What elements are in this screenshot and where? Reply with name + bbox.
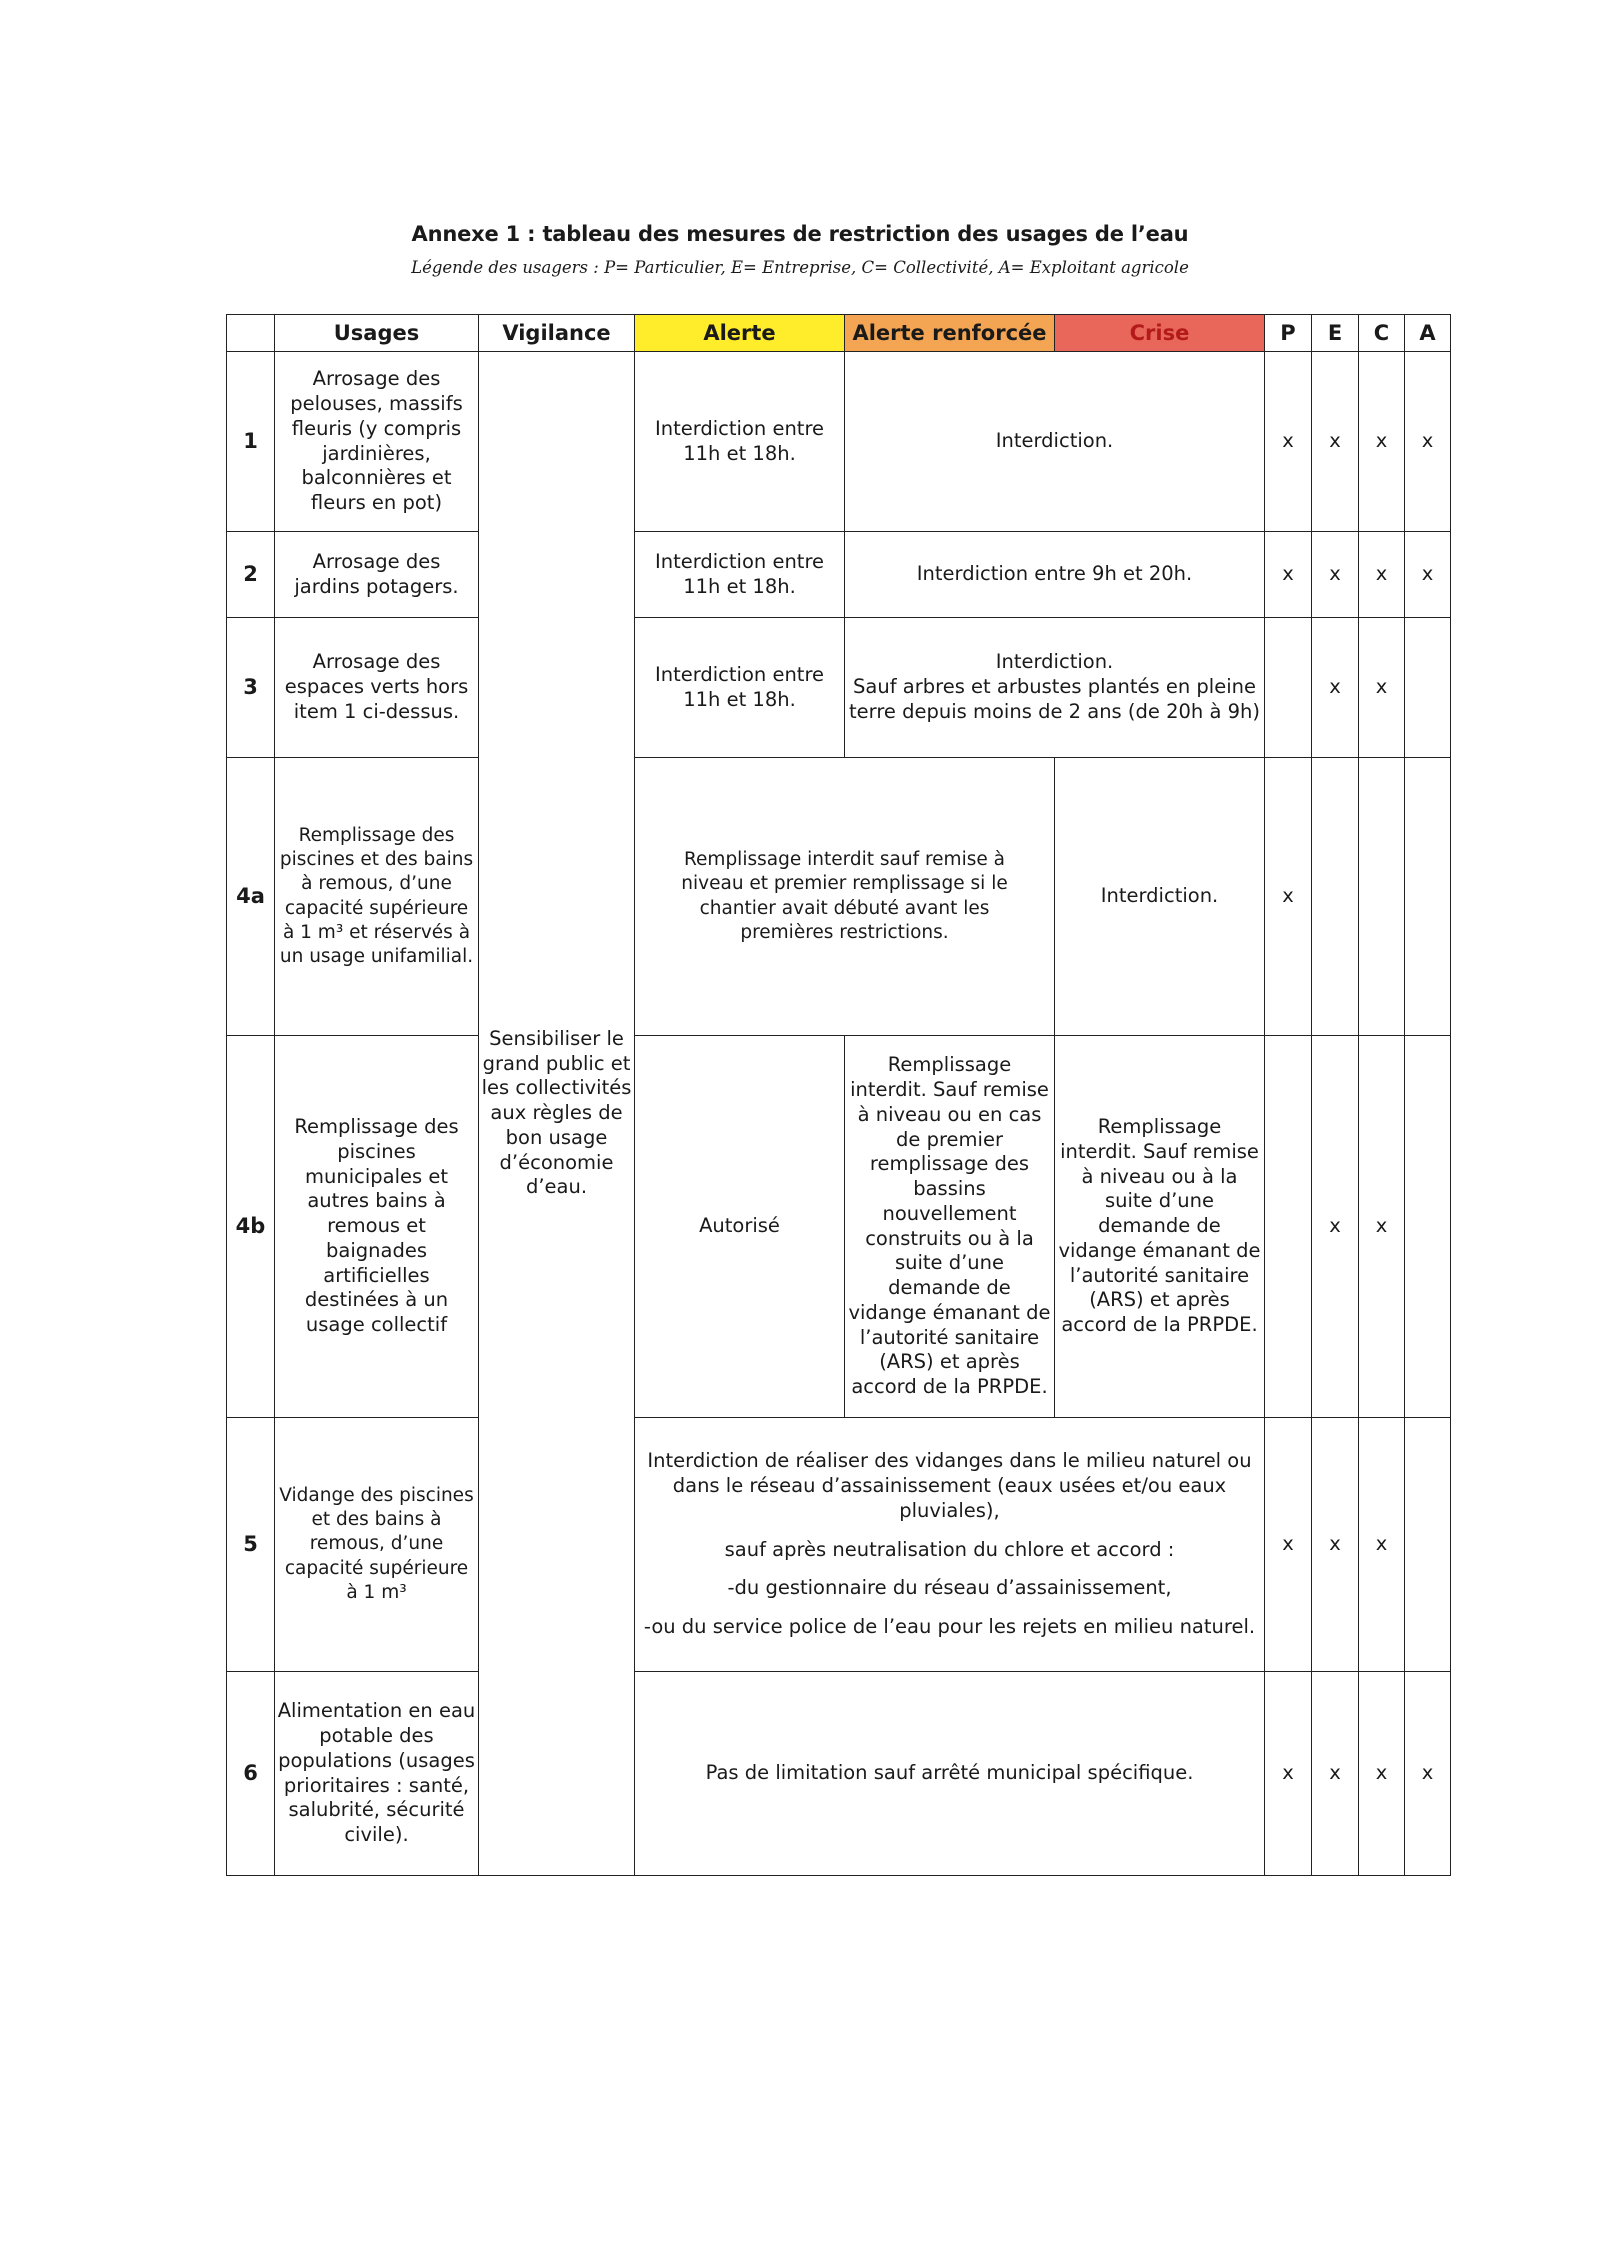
header-vigilance: Vigilance — [479, 315, 635, 352]
usage-cell: Remplissage des piscines municipales et autres bains à remous et baignades artificielles destinées à un usage collectif — [275, 1036, 479, 1418]
header-p: P — [1265, 315, 1312, 352]
table-row — [227, 532, 1451, 618]
mark-a — [1405, 758, 1451, 1036]
mark-c: x — [1359, 352, 1405, 532]
mark-c: x — [1359, 1672, 1405, 1876]
table-row — [227, 1418, 1451, 1672]
table-row — [227, 1672, 1451, 1876]
mark-a: x — [1405, 1672, 1451, 1876]
restriction-cell: Pas de limitation sauf arrêté municipal spécifique. — [635, 1672, 1265, 1876]
table-row — [227, 758, 1451, 1036]
usage-cell: Arrosage des espaces verts hors item 1 ci-dessus. — [275, 618, 479, 758]
mark-c: x — [1359, 532, 1405, 618]
mark-p — [1265, 618, 1312, 758]
mark-e: x — [1312, 618, 1359, 758]
restriction-line-2: sauf après neutralisation du chlore et accord : — [724, 1537, 1175, 1561]
restriction-cell — [635, 1418, 1265, 1672]
header-alerte-renforcee: Alerte renforcée — [845, 315, 1055, 352]
users-legend: Légende des usagers : P= Particulier, E= Entreprise, C= Collectivité, A= Exploitant agricole — [411, 258, 1189, 277]
mark-e: x — [1312, 1036, 1359, 1418]
usage-cell: Remplissage des piscines et des bains à remous, d’une capacité supérieure à 1 m³ et réservés à un usage unifamilial. — [275, 758, 479, 1036]
header-num — [227, 315, 275, 352]
restriction-line-4: -ou du service police de l’eau pour les rejets en milieu naturel. — [643, 1615, 1256, 1638]
mark-e: x — [1312, 532, 1359, 618]
usage-cell: Arrosage des jardins potagers. — [275, 532, 479, 618]
mark-p: x — [1265, 758, 1312, 1036]
row-number: 5 — [227, 1418, 275, 1672]
renforcee-crise-line-2: Sauf arbres et arbustes plantés en pleine terre depuis moins de 2 ans (de 20h à 9h) — [849, 675, 1260, 723]
mark-a — [1405, 1418, 1451, 1672]
mark-p — [1265, 1036, 1312, 1418]
table-row — [227, 1036, 1451, 1418]
row-number: 4a — [227, 758, 275, 1036]
header-usages: Usages — [275, 315, 479, 352]
usage-cell: Arrosage des pelouses, massifs fleuris (y compris jardinières, balconnières et fleurs en pot) — [275, 352, 479, 532]
vigilance-cell: Sensibiliser le grand public et les collectivités aux règles de bon usage d’économie d’eau. — [479, 352, 635, 1876]
alerte-cell: Interdiction entre 11h et 18h. — [635, 618, 845, 758]
mark-a — [1405, 618, 1451, 758]
usage-cell: Alimentation en eau potable des populations (usages prioritaires : santé, salubrité, sécurité civile). — [275, 1672, 479, 1876]
renforcee-crise-cell: Interdiction. — [845, 352, 1265, 532]
row-number: 1 — [227, 352, 275, 532]
mark-c — [1359, 758, 1405, 1036]
row-number: 3 — [227, 618, 275, 758]
mark-p: x — [1265, 1672, 1312, 1876]
mark-e — [1312, 758, 1359, 1036]
table-row — [227, 352, 1451, 532]
mark-c: x — [1359, 618, 1405, 758]
restriction-line-3: -du gestionnaire du réseau d’assainissement, — [727, 1576, 1172, 1600]
row-number: 4b — [227, 1036, 275, 1418]
renforcee-crise-cell — [845, 618, 1265, 758]
mark-a: x — [1405, 352, 1451, 532]
renforcee-cell: Remplissage interdit. Sauf remise à niveau ou en cas de premier remplissage des bassins nouvellement construits ou à la suite d’une demande de vidange émanant de l’autorité sanitaire (ARS) et après accord de la PRPDE. — [845, 1036, 1055, 1418]
mark-a: x — [1405, 532, 1451, 618]
header-e: E — [1312, 315, 1359, 352]
alerte-cell: Interdiction entre 11h et 18h. — [635, 532, 845, 618]
mark-e: x — [1312, 1418, 1359, 1672]
mark-a — [1405, 1036, 1451, 1418]
row-number: 2 — [227, 532, 275, 618]
mark-e: x — [1312, 352, 1359, 532]
alerte-cell: Autorisé — [635, 1036, 845, 1418]
crise-cell: Remplissage interdit. Sauf remise à niveau ou à la suite d’une demande de vidange émanant de l’autorité sanitaire (ARS) et après accord de la PRPDE. — [1055, 1036, 1265, 1418]
header-a: A — [1405, 315, 1451, 352]
document-title: Annexe 1 : tableau des mesures de restriction des usages de l’eau — [411, 222, 1189, 246]
header-c: C — [1359, 315, 1405, 352]
renforcee-crise-line-1: Interdiction. — [995, 650, 1114, 674]
mark-c: x — [1359, 1036, 1405, 1418]
restriction-line-1: Interdiction de réaliser des vidanges dans le milieu naturel ou dans le réseau d’assainissement (eaux usées et/ou eaux pluviales), — [647, 1449, 1252, 1522]
row-number: 6 — [227, 1672, 275, 1876]
alerte-renforcee-cell: Remplissage interdit sauf remise à niveau et premier remplissage si le chantier avait débuté avant les premières restrictions. — [635, 758, 1055, 1036]
mark-c: x — [1359, 1418, 1405, 1672]
restriction-table — [226, 314, 1451, 1876]
renforcee-crise-cell: Interdiction entre 9h et 20h. — [845, 532, 1265, 618]
mark-p: x — [1265, 352, 1312, 532]
header-alerte: Alerte — [635, 315, 845, 352]
usage-cell: Vidange des piscines et des bains à remous, d’une capacité supérieure à 1 m³ — [275, 1418, 479, 1672]
header-crise: Crise — [1055, 315, 1265, 352]
crise-cell: Interdiction. — [1055, 758, 1265, 1036]
alerte-cell: Interdiction entre 11h et 18h. — [635, 352, 845, 532]
mark-p: x — [1265, 1418, 1312, 1672]
header-row — [227, 315, 1451, 352]
mark-p: x — [1265, 532, 1312, 618]
mark-e: x — [1312, 1672, 1359, 1876]
table-row — [227, 618, 1451, 758]
